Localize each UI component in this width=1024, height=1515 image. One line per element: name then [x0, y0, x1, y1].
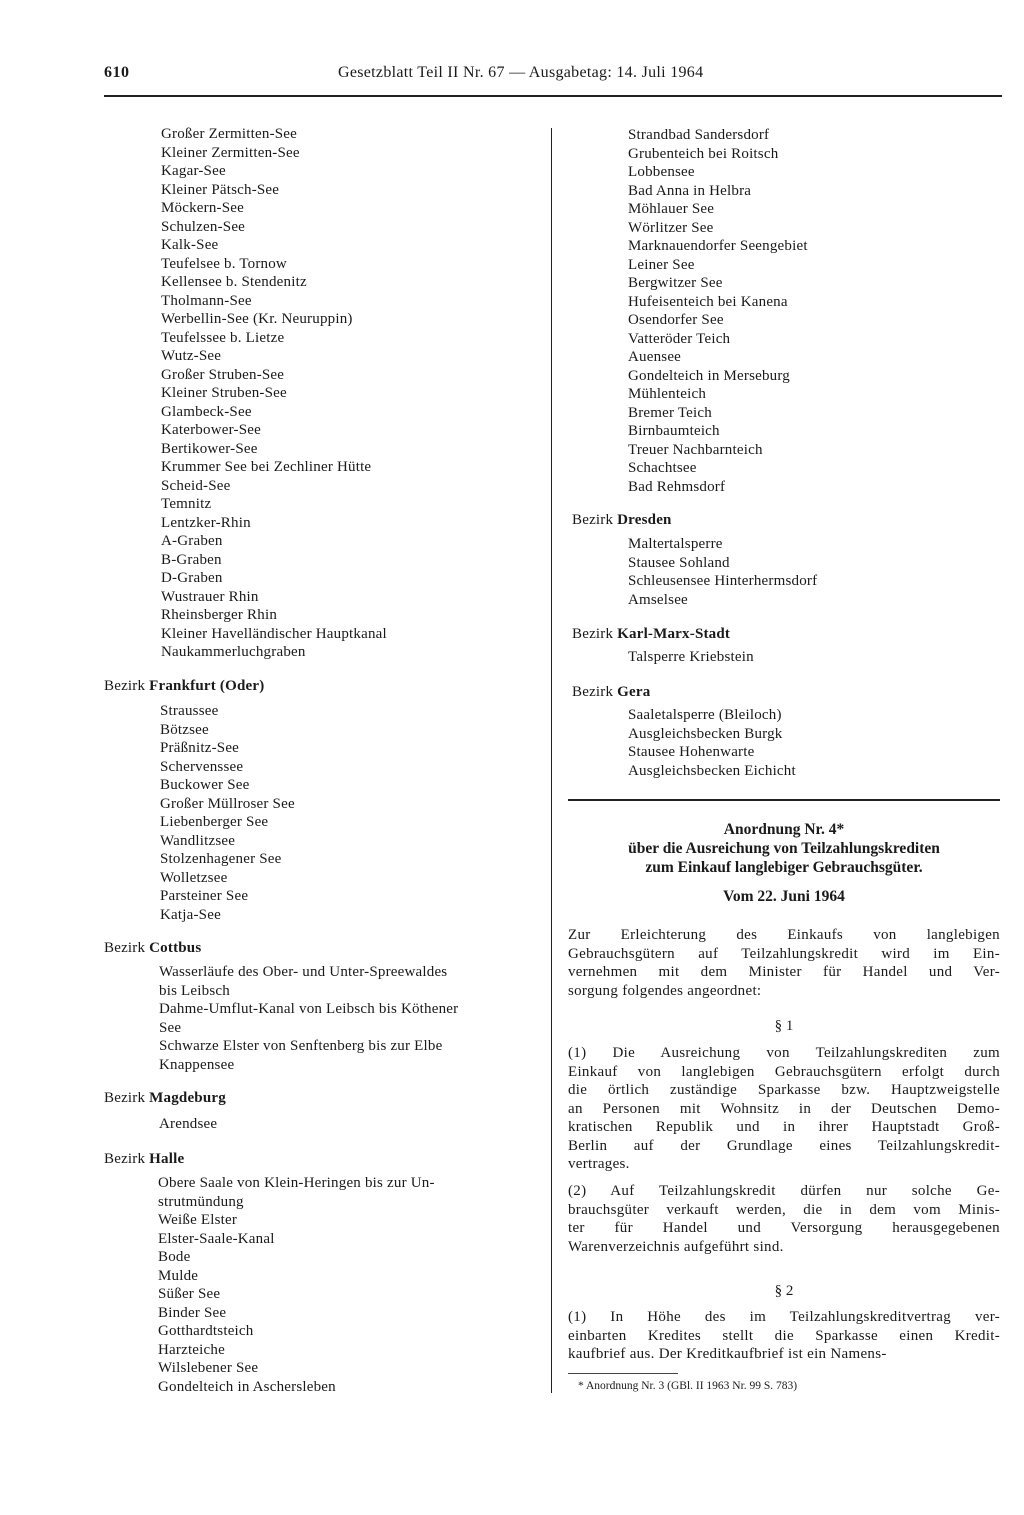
list-item: Schleusensee Hinterhermsdorf — [628, 573, 818, 589]
frankfurt-lake-list — [160, 702, 295, 924]
list-item: Schervenssee — [160, 758, 244, 775]
list-item: Kalk-See — [161, 237, 219, 253]
bezirk-name: Cottbus — [149, 940, 202, 956]
list-item: Talsperre Kriebstein — [628, 649, 754, 665]
bezirk-frankfurt-heading — [104, 677, 264, 696]
text-line: Zur Erleichterung des Einkaufs von langlebigen — [568, 927, 1000, 943]
list-item: Osendorfer See — [628, 312, 724, 328]
list-item: D-Graben — [161, 570, 223, 586]
bezirk-label: Bezirk — [572, 684, 614, 700]
list-item: Süßer See — [158, 1286, 221, 1302]
text-line: an Personen mit Wohnsitz in der Deutschen Demo- — [568, 1100, 1000, 1117]
footnote-rule — [568, 1373, 678, 1374]
text-line: Warenverzeichnis aufgeführt sind. — [568, 1238, 784, 1255]
halle-waterway-list — [158, 1174, 435, 1396]
list-item: Möhlauer See — [628, 201, 715, 217]
list-item: Gondelteich in Aschersleben — [158, 1378, 336, 1395]
list-item: Wörlitzer See — [628, 219, 714, 236]
ordinance-title-line: Anordnung Nr. 4* — [723, 821, 845, 838]
text-line: kratischen Republik und in ihrer Hauptstadt Groß- — [568, 1119, 1000, 1135]
list-item: Auensee — [628, 349, 682, 365]
list-item: Harzteiche — [158, 1341, 225, 1358]
list-item: A-Graben — [161, 533, 223, 549]
right-lake-list — [628, 126, 808, 496]
text-line: vernehmen mit dem Minister für Handel und Ver- — [568, 964, 1000, 980]
bezirk-label: Bezirk — [572, 512, 614, 528]
ordinance-date: Vom 22. Juni 1964 — [723, 888, 845, 905]
list-item: Schwarze Elster von Senftenberg bis zur Elbe — [159, 1038, 443, 1054]
list-item: Großer Zermitten-See — [161, 126, 298, 142]
list-item: Tholmann-See — [161, 292, 252, 309]
text-line: einbarten Kredites stellt die Sparkasse einen Kredit- — [568, 1327, 1000, 1344]
header-rule — [104, 95, 1002, 97]
list-item: Stausee Sohland — [628, 554, 730, 571]
list-item: Marknauendorfer Seengebiet — [628, 238, 808, 254]
list-item: Buckower See — [160, 777, 250, 793]
bezirk-name: Karl-Marx-Stadt — [617, 626, 731, 642]
list-item: Stausee Hohenwarte — [628, 744, 755, 760]
list-item: Hufeisenteich bei Kanena — [628, 293, 788, 310]
karl-marx-stadt-lake-list — [628, 648, 754, 667]
bezirk-label: Bezirk — [104, 678, 146, 694]
bezirk-cottbus-heading — [104, 939, 201, 958]
list-item: Amselsee — [628, 591, 688, 608]
list-item: Wandlitzsee — [160, 832, 236, 849]
list-item: strutmündung — [158, 1193, 244, 1210]
bezirk-name: Frankfurt (Oder) — [149, 678, 265, 694]
list-item: Binder See — [158, 1304, 227, 1321]
list-item: Obere Saale von Klein-Heringen bis zur Un- — [158, 1175, 435, 1191]
bezirk-karl-marx-stadt-heading — [572, 625, 730, 644]
list-item: Ausgleichsbecken Eichicht — [628, 762, 796, 779]
list-item: B-Graben — [161, 551, 222, 568]
list-item: Vatteröder Teich — [628, 330, 731, 347]
list-item: Bad Rehmsdorf — [628, 478, 726, 495]
list-item: Gotthardtsteich — [158, 1323, 254, 1339]
list-item: Naukammerluchgraben — [161, 644, 306, 660]
list-item: Glambeck-See — [161, 403, 252, 420]
list-item: Straussee — [160, 703, 219, 719]
list-item: Kleiner Zermitten-See — [161, 144, 300, 161]
list-item: Stolzenhagener See — [160, 851, 282, 867]
text-line: (1) In Höhe des im Teilzahlungskreditvertrag ver- — [568, 1309, 1000, 1325]
list-item: Elster-Saale-Kanal — [158, 1230, 275, 1247]
list-item: Temnitz — [161, 496, 212, 512]
text-line: (2) Auf Teilzahlungskredit dürfen nur solche Ge- — [568, 1183, 1000, 1199]
bezirk-name: Halle — [149, 1151, 185, 1167]
list-item: Liebenberger See — [160, 814, 269, 830]
list-item: Bertikower-See — [161, 440, 258, 457]
bezirk-label: Bezirk — [104, 940, 146, 956]
list-item: Bad Anna in Helbra — [628, 182, 752, 199]
list-item: Lentzker-Rhin — [161, 514, 251, 531]
magdeburg-lake-list — [159, 1115, 217, 1134]
text-line: Berlin auf der Grundlage eines Teilzahlungskredit- — [568, 1137, 1000, 1154]
bezirk-dresden-heading — [572, 511, 672, 530]
bezirk-gera-heading — [572, 683, 650, 702]
ordinance-title-line: zum Einkauf langlebiger Gebrauchsgüter. — [645, 859, 923, 876]
text-line: Gebrauchsgütern auf Teilzahlungskredit wird im Ein- — [568, 945, 1000, 962]
list-item: Knappensee — [159, 1056, 235, 1073]
list-item: Kellensee b. Stendenitz — [161, 274, 307, 290]
list-item: Kleiner Struben-See — [161, 385, 287, 401]
list-item: Präßnitz-See — [160, 740, 240, 756]
section-separator — [568, 799, 1000, 801]
list-item: Krummer See bei Zechliner Hütte — [161, 459, 372, 475]
list-item: Arendsee — [159, 1116, 218, 1132]
list-item: Bergwitzer See — [628, 275, 723, 291]
list-item: Teufelssee b. Lietze — [161, 329, 285, 346]
list-item: Kagar-See — [161, 163, 226, 179]
footnote: * Anordnung Nr. 3 (GBl. II 1963 Nr. 99 S. 783) — [578, 1380, 798, 1392]
list-item: Gondelteich in Merseburg — [628, 367, 790, 384]
list-item: Katerbower-See — [161, 422, 261, 438]
list-item: Schachtsee — [628, 460, 697, 476]
list-item: Rheinsberger Rhin — [161, 607, 278, 623]
cottbus-waterway-list — [159, 963, 458, 1074]
column-divider — [551, 128, 552, 1393]
list-item: Birnbaumteich — [628, 423, 720, 439]
list-item: Mulde — [158, 1267, 199, 1284]
section1-paragraph1 — [568, 1044, 1000, 1174]
ordinance-title — [568, 820, 1000, 877]
left-lake-list — [161, 125, 387, 662]
text-line: sorgung folgendes angeordnet: — [568, 982, 762, 999]
dresden-lake-list — [628, 535, 817, 609]
list-item: Strandbad Sandersdorf — [628, 127, 770, 143]
section1-paragraph2 — [568, 1182, 1000, 1256]
bezirk-halle-heading — [104, 1150, 184, 1169]
list-item: Großer Struben-See — [161, 366, 285, 383]
running-head: Gesetzblatt Teil II Nr. 67 — Ausgabetag: 14. Juli 1964 — [338, 64, 704, 81]
list-item: Bode — [158, 1249, 191, 1265]
list-item: Teufelsee b. Tornow — [161, 255, 287, 272]
list-item: Leiner See — [628, 256, 695, 273]
section2-paragraph1 — [568, 1308, 1000, 1364]
list-item: Wilslebener See — [158, 1360, 259, 1376]
text-line: ter für Handel und Versorgung herausgegebenen — [568, 1220, 1000, 1236]
bezirk-name: Magdeburg — [149, 1090, 226, 1106]
bezirk-name: Gera — [617, 684, 651, 700]
list-item: Maltertalsperre — [628, 536, 723, 552]
list-item: See — [159, 1019, 182, 1036]
ordinance-intro — [568, 926, 1000, 1000]
list-item: Weiße Elster — [158, 1212, 238, 1228]
list-item: Wutz-See — [161, 348, 222, 364]
list-item: Werbellin-See (Kr. Neuruppin) — [161, 311, 353, 327]
bezirk-label: Bezirk — [104, 1090, 146, 1106]
list-item: Bremer Teich — [628, 404, 712, 421]
list-item: Bötzsee — [160, 721, 209, 738]
text-line: kaufbrief aus. Der Kreditkaufbrief ist ein Namens- — [568, 1346, 887, 1362]
list-item: Kleiner Pätsch-See — [161, 181, 280, 198]
list-item: Dahme-Umflut-Kanal von Leibsch bis Köthener — [159, 1001, 459, 1017]
bezirk-name: Dresden — [617, 512, 672, 528]
text-line: Einkauf von langlebigen Gebrauchsgütern erfolgt durch — [568, 1063, 1000, 1080]
list-item: Schulzen-See — [161, 218, 246, 235]
text-line: die örtlich zuständige Sparkasse bzw. Hauptzweigstelle — [568, 1082, 1000, 1098]
list-item: Treuer Nachbarnteich — [628, 441, 763, 458]
bezirk-magdeburg-heading — [104, 1089, 226, 1108]
list-item: Katja-See — [160, 906, 221, 923]
page-number: 610 — [104, 64, 130, 81]
list-item: Mühlenteich — [628, 386, 707, 402]
text-line: vertrages. — [568, 1156, 630, 1172]
ordinance-title-line: über die Ausreichung von Teilzahlungskrediten — [628, 840, 940, 857]
list-item: Scheid-See — [161, 477, 231, 494]
list-item: Großer Müllroser See — [160, 795, 295, 812]
text-line: brauchsgüter verkauft werden, die in dem vom Minis- — [568, 1201, 1000, 1218]
bezirk-label: Bezirk — [572, 626, 614, 642]
list-item: Möckern-See — [161, 200, 245, 216]
list-item: Ausgleichsbecken Burgk — [628, 725, 783, 742]
gera-lake-list — [628, 706, 796, 780]
list-item: Parsteiner See — [160, 888, 249, 904]
list-item: Saaletalsperre (Bleiloch) — [628, 707, 782, 723]
list-item: bis Leibsch — [159, 982, 230, 999]
list-item: Wustrauer Rhin — [161, 588, 259, 605]
list-item: Wolletzsee — [160, 869, 228, 886]
section-heading-2: § 2 — [774, 1283, 794, 1299]
list-item: Kleiner Havelländischer Hauptkanal — [161, 625, 387, 642]
text-line: (1) Die Ausreichung von Teilzahlungskrediten zum — [568, 1045, 1000, 1061]
list-item: Lobbensee — [628, 164, 695, 180]
list-item: Wasserläufe des Ober- und Unter-Spreewaldes — [159, 964, 448, 980]
bezirk-label: Bezirk — [104, 1151, 146, 1167]
list-item: Grubenteich bei Roitsch — [628, 145, 779, 162]
section-heading-1: § 1 — [774, 1018, 794, 1034]
